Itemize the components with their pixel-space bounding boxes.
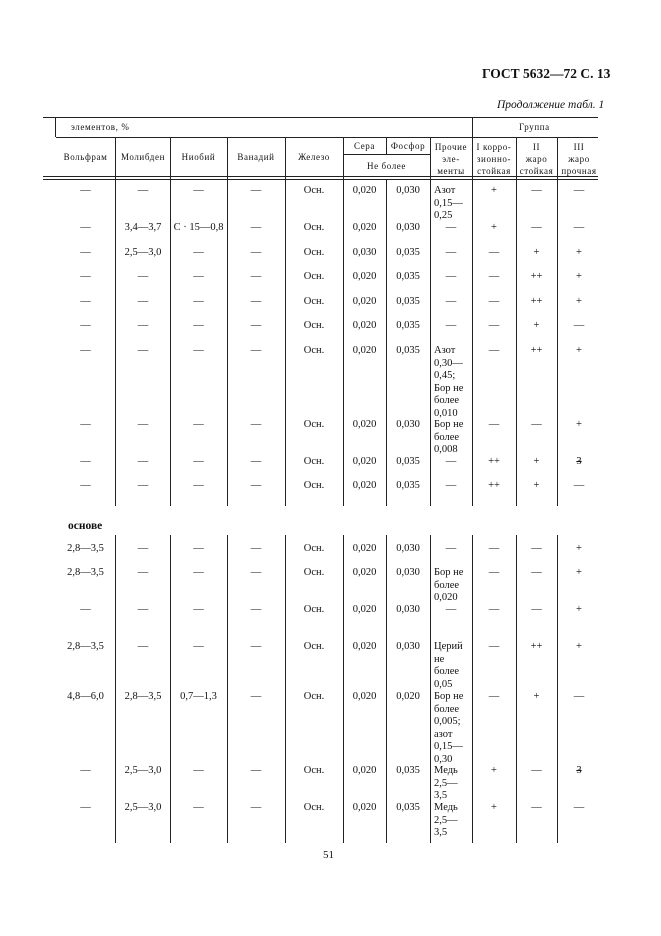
cell-molybdenum: —: [137, 419, 149, 430]
cell-other-line: более: [434, 703, 460, 715]
cell-phosphorus: 0,035: [396, 320, 420, 331]
cell-group-2: —: [531, 222, 542, 233]
cell-phosphorus: 0,035: [396, 296, 420, 307]
col-header-group-3-line: III: [573, 142, 585, 152]
cell-other-line: 2,5—: [434, 814, 458, 826]
cell-other-elements: [434, 345, 472, 420]
cell-other-elements: [434, 185, 472, 223]
cell-group-1: ++: [488, 480, 500, 491]
cell-phosphorus: 0,030: [396, 222, 420, 233]
cell-niobium: 0,7—1,3: [180, 691, 217, 702]
cell-other-line: 0,30: [434, 753, 453, 765]
cell-phosphorus: 0,035: [396, 802, 420, 813]
cell-tungsten: 4,8—6,0: [67, 691, 104, 702]
cell-iron: Осн.: [303, 247, 325, 258]
cell-vanadium: —: [250, 691, 262, 702]
cell-other-line: 3,5: [434, 827, 448, 838]
cell-iron: Осн.: [303, 271, 325, 282]
cell-group-2: +: [533, 247, 540, 258]
cell-group-3: —: [573, 480, 585, 491]
cell-other-line: 3,5: [434, 790, 448, 801]
cell-niobium: —: [193, 641, 204, 652]
cell-group-1: —: [488, 345, 500, 356]
cell-vanadium: —: [250, 543, 262, 554]
cell-other-line: 2,5—: [434, 777, 458, 789]
cell-sulfur: 0,020: [352, 691, 377, 702]
cell-other-line: 0,020: [434, 592, 458, 603]
header-divider: [55, 117, 56, 137]
cell-group-2: —: [531, 765, 542, 776]
cell-group-2: +: [533, 456, 540, 467]
body-divider: [285, 535, 286, 843]
cell-phosphorus: 0,035: [396, 480, 420, 491]
cell-sulfur: 0,020: [352, 480, 377, 491]
cell-group-3: +: [576, 567, 582, 578]
cell-group-3: —: [573, 222, 585, 233]
cell-group-1: —: [488, 247, 500, 258]
body-divider: [516, 535, 517, 843]
cell-phosphorus: 0,035: [396, 765, 420, 776]
cell-other-line: —: [445, 222, 457, 233]
cell-other-line: более: [434, 579, 460, 591]
cell-vanadium: —: [250, 641, 262, 652]
col-header-group-1-line: стойкая: [477, 166, 511, 176]
table-top-rule: [43, 117, 598, 118]
cell-iron: Осн.: [303, 567, 325, 578]
col-header-other-line: менты: [437, 166, 465, 176]
cell-niobium: —: [193, 345, 204, 356]
cell-tungsten: —: [80, 419, 91, 430]
body-divider: [227, 535, 228, 843]
cell-sulfur: 0,020: [352, 222, 377, 233]
col-header-group-2-line: жаро: [525, 154, 548, 164]
cell-other-line: 0,45;: [434, 370, 456, 381]
body-divider: [343, 535, 344, 843]
cell-other-elements: [434, 419, 472, 457]
cell-vanadium: —: [250, 456, 262, 467]
cell-phosphorus: 0,035: [396, 456, 420, 467]
section-label: основе: [68, 520, 103, 532]
cell-sulfur: 0,020: [352, 320, 377, 331]
cell-tungsten: —: [80, 185, 91, 196]
cell-vanadium: —: [250, 271, 262, 282]
cell-group-1: +: [491, 222, 497, 233]
cell-molybdenum: 3,4—3,7: [124, 222, 162, 233]
cell-other-line: 0,005;: [434, 716, 461, 727]
cell-niobium: —: [193, 419, 204, 430]
cell-group-2: +: [533, 691, 540, 702]
cell-phosphorus: 0,030: [396, 604, 420, 615]
cell-niobium: —: [193, 271, 204, 282]
cell-tungsten: —: [80, 802, 91, 813]
cell-other-line: Бор не: [434, 382, 464, 394]
cell-group-1: —: [488, 320, 500, 331]
cell-molybdenum: 2,5—3,0: [124, 802, 162, 813]
cell-other-line: Азот: [434, 345, 456, 356]
cell-niobium: —: [193, 543, 204, 554]
cell-molybdenum: —: [137, 296, 149, 307]
cell-tungsten: —: [80, 271, 91, 282]
not-more-label: Не более: [367, 161, 406, 171]
cell-molybdenum: 2,8—3,5: [124, 691, 162, 702]
cell-other-line: Медь: [434, 802, 458, 813]
cell-tungsten: —: [80, 604, 91, 615]
cell-iron: Осн.: [303, 802, 325, 813]
cell-other-line: —: [445, 543, 457, 554]
cell-iron: Осн.: [303, 604, 325, 615]
cell-vanadium: —: [250, 185, 262, 196]
col-header-other-line: эле-: [442, 154, 460, 164]
cell-other-elements: [434, 247, 472, 260]
cell-other-line: —: [445, 480, 457, 491]
col-header-group-3-line: жаро: [568, 154, 590, 164]
cell-other-elements: [434, 271, 472, 284]
col-header-group-1-line: зионно-: [476, 154, 512, 164]
cell-group-3: 3: [576, 456, 582, 467]
cell-other-elements: [434, 604, 472, 617]
header-bottom-rule-2: [43, 179, 598, 180]
cell-tungsten: —: [80, 247, 91, 258]
cell-molybdenum: —: [137, 456, 149, 467]
cell-vanadium: —: [250, 604, 262, 615]
cell-iron: Осн.: [303, 543, 325, 554]
cell-niobium: —: [193, 765, 204, 776]
col-header-niobium: Ниобий: [181, 152, 216, 162]
cell-group-3: —: [573, 691, 585, 702]
cell-tungsten: 2,8—3,5: [67, 543, 104, 554]
cell-niobium: —: [193, 802, 204, 813]
cell-other-line: Медь: [434, 765, 458, 776]
cell-group-1: +: [491, 802, 497, 813]
cell-tungsten: —: [80, 222, 91, 233]
cell-phosphorus: 0,030: [396, 419, 420, 430]
col-header-other-line: Прочие: [434, 142, 468, 152]
cell-other-line: более: [434, 666, 460, 677]
cell-iron: Осн.: [303, 419, 325, 430]
cell-niobium: —: [193, 567, 204, 578]
cell-group-2: +: [533, 320, 540, 331]
cell-phosphorus: 0,030: [396, 185, 420, 196]
cell-group-2: —: [531, 419, 542, 430]
cell-niobium: —: [193, 480, 204, 491]
col-header-tungsten: Вольфрам: [63, 152, 108, 162]
col-header-group-2: [516, 141, 557, 177]
cell-sulfur: 0,020: [352, 345, 377, 356]
cell-sulfur: 0,020: [352, 641, 377, 652]
cell-sulfur: 0,020: [352, 271, 377, 282]
col-header-iron: Железо: [298, 152, 330, 162]
col-header-group-2-line: стойкая: [519, 166, 554, 176]
cell-phosphorus: 0,035: [396, 345, 420, 356]
page-header: ГОСТ 5632—72 С. 13: [482, 66, 611, 81]
cell-niobium: C · 15—0,8: [173, 222, 224, 233]
col-header-vanadium: Ванадий: [237, 152, 275, 162]
cell-other-line: Бор не: [434, 419, 464, 430]
cell-other-line: более: [434, 431, 460, 443]
cell-group-3: —: [573, 185, 585, 196]
cell-group-1: —: [488, 296, 500, 307]
cell-sulfur: 0,020: [352, 296, 377, 307]
cell-other-elements: [434, 691, 472, 766]
cell-sulfur: 0,020: [352, 456, 377, 467]
cell-tungsten: 2,8—3,5: [67, 641, 104, 652]
cell-other-line: —: [445, 320, 457, 331]
cell-other-line: Азот: [434, 185, 456, 196]
cell-group-1: —: [488, 604, 500, 615]
cell-molybdenum: —: [137, 345, 149, 356]
cell-group-1: +: [491, 765, 497, 776]
cell-group-1: —: [488, 271, 500, 282]
cell-vanadium: —: [250, 345, 262, 356]
cell-other-elements: [434, 222, 472, 235]
cell-tungsten: —: [80, 480, 91, 491]
body-divider: [115, 535, 116, 843]
cell-iron: Осн.: [303, 222, 325, 233]
cell-phosphorus: 0,030: [396, 567, 420, 578]
cell-vanadium: —: [250, 419, 262, 430]
cell-iron: Осн.: [303, 641, 325, 652]
cell-phosphorus: 0,035: [396, 271, 420, 282]
cell-vanadium: —: [250, 765, 262, 776]
cell-phosphorus: 0,020: [396, 691, 420, 702]
cell-vanadium: —: [250, 320, 262, 331]
cell-iron: Осн.: [303, 320, 325, 331]
body-divider: [170, 535, 171, 843]
cell-iron: Осн.: [303, 185, 325, 196]
cell-group-3: 3: [576, 765, 582, 776]
body-divider: [430, 535, 431, 843]
body-divider: [386, 535, 387, 843]
cell-other-elements: [434, 480, 472, 493]
col-header-group-1-line: I корро-: [476, 142, 512, 152]
cell-group-3: +: [576, 247, 582, 258]
cell-other-line: азот: [434, 728, 453, 740]
cell-group-1: —: [488, 567, 500, 578]
cell-molybdenum: 2,5—3,0: [124, 765, 162, 776]
cell-other-line: 0,25: [434, 210, 453, 221]
col-header-sulfur: Сера: [353, 141, 375, 151]
cell-other-line: не: [434, 653, 445, 665]
cell-other-elements: [434, 543, 472, 556]
cell-other-line: Бор не: [434, 691, 464, 702]
cell-iron: Осн.: [303, 296, 325, 307]
cell-vanadium: —: [250, 222, 262, 233]
table-continuation-label: Продолжение табл. 1: [497, 99, 605, 111]
col-header-phosphorus: Фосфор: [390, 141, 426, 151]
cell-group-2: ++: [530, 296, 543, 307]
cell-niobium: —: [193, 185, 204, 196]
cell-group-2: —: [531, 802, 542, 813]
cell-iron: Осн.: [303, 765, 325, 776]
cell-other-elements: [434, 456, 472, 469]
cell-other-elements: [434, 765, 472, 803]
cell-group-3: +: [576, 271, 582, 282]
cell-molybdenum: 2,5—3,0: [124, 247, 162, 258]
cell-other-elements: [434, 567, 472, 605]
body-divider: [557, 535, 558, 843]
cell-other-line: Церий: [434, 641, 463, 652]
cell-sulfur: 0,020: [352, 802, 377, 813]
cell-vanadium: —: [250, 296, 262, 307]
cell-other-line: —: [445, 296, 457, 307]
cell-other-line: Бор не: [434, 567, 464, 578]
cell-phosphorus: 0,030: [396, 543, 420, 554]
col-header-group-3-line: прочная: [561, 166, 597, 176]
cell-other-line: —: [445, 271, 457, 282]
cell-vanadium: —: [250, 480, 262, 491]
cell-molybdenum: —: [137, 567, 149, 578]
cell-other-line: 0,15—: [434, 197, 463, 209]
header-sulfur-rule: [343, 154, 430, 155]
cell-group-2: ++: [530, 271, 543, 282]
cell-other-line: более: [434, 395, 460, 406]
cell-group-3: +: [576, 543, 582, 554]
cell-niobium: —: [193, 320, 204, 331]
cell-group-3: —: [573, 320, 585, 331]
cell-niobium: —: [193, 247, 204, 258]
cell-other-line: 0,30—: [434, 357, 463, 369]
cell-tungsten: —: [80, 296, 91, 307]
cell-sulfur: 0,020: [352, 604, 377, 615]
cell-molybdenum: —: [137, 271, 149, 282]
cell-sulfur: 0,020: [352, 765, 377, 776]
cell-niobium: —: [193, 296, 204, 307]
cell-tungsten: —: [80, 320, 91, 331]
cell-group-1: —: [488, 543, 500, 554]
cell-other-line: —: [445, 456, 457, 467]
cell-other-elements: [434, 802, 472, 840]
cell-group-3: +: [576, 296, 582, 307]
cell-tungsten: —: [80, 345, 91, 356]
elements-label: элементов, %: [71, 122, 130, 132]
cell-iron: Осн.: [303, 691, 325, 702]
cell-group-2: —: [531, 543, 542, 554]
cell-other-line: —: [445, 247, 457, 258]
cell-phosphorus: 0,035: [396, 247, 420, 258]
cell-group-2: —: [531, 604, 542, 615]
cell-other-line: 0,15—: [434, 741, 463, 752]
cell-molybdenum: —: [137, 641, 149, 652]
cell-other-elements: [434, 320, 472, 333]
cell-sulfur: 0,020: [352, 543, 377, 554]
cell-other-line: 0,008: [434, 444, 458, 455]
cell-group-3: +: [576, 345, 582, 356]
cell-group-1: +: [491, 185, 497, 196]
col-header-group-3: [557, 141, 601, 177]
cell-group-2: +: [533, 480, 540, 491]
cell-vanadium: —: [250, 567, 262, 578]
cell-group-1: —: [488, 419, 500, 430]
cell-iron: Осн.: [303, 456, 325, 467]
cell-group-3: —: [573, 802, 585, 813]
cell-molybdenum: —: [137, 604, 149, 615]
cell-other-elements: [434, 641, 472, 691]
cell-tungsten: —: [80, 765, 91, 776]
col-header-other: [430, 141, 472, 177]
cell-molybdenum: —: [137, 543, 149, 554]
cell-other-line: 0,05: [434, 678, 453, 690]
cell-group-3: +: [576, 419, 582, 430]
group-label: Группа: [519, 122, 550, 132]
cell-other-elements: [434, 296, 472, 309]
cell-group-1: —: [488, 691, 500, 702]
cell-sulfur: 0,020: [352, 567, 377, 578]
cell-molybdenum: —: [137, 185, 149, 196]
cell-group-2: —: [531, 567, 542, 578]
page-number: 51: [323, 849, 334, 861]
cell-sulfur: 0,030: [352, 247, 377, 258]
cell-group-2: —: [531, 185, 542, 196]
col-header-molybdenum: Молибден: [120, 152, 165, 162]
cell-iron: Осн.: [303, 480, 325, 491]
cell-group-1: ++: [488, 456, 500, 467]
col-header-group-1: [472, 141, 516, 177]
cell-niobium: —: [193, 456, 204, 467]
cell-tungsten: —: [80, 456, 91, 467]
col-header-group-2-line: II: [532, 142, 541, 152]
body-divider: [472, 535, 473, 843]
cell-other-line: —: [445, 604, 457, 615]
cell-group-2: ++: [530, 345, 543, 356]
cell-phosphorus: 0,030: [396, 641, 420, 652]
cell-tungsten: 2,8—3,5: [67, 567, 104, 578]
cell-other-line: 0,010: [434, 407, 458, 419]
cell-group-3: +: [576, 604, 582, 615]
cell-sulfur: 0,020: [352, 419, 377, 430]
cell-niobium: —: [193, 604, 204, 615]
cell-iron: Осн.: [303, 345, 325, 356]
cell-vanadium: —: [250, 247, 262, 258]
cell-group-3: +: [576, 641, 582, 652]
cell-sulfur: 0,020: [352, 185, 377, 196]
cell-group-1: —: [488, 641, 500, 652]
cell-vanadium: —: [250, 802, 262, 813]
cell-molybdenum: —: [137, 480, 149, 491]
cell-group-2: ++: [530, 641, 543, 652]
cell-molybdenum: —: [137, 320, 149, 331]
